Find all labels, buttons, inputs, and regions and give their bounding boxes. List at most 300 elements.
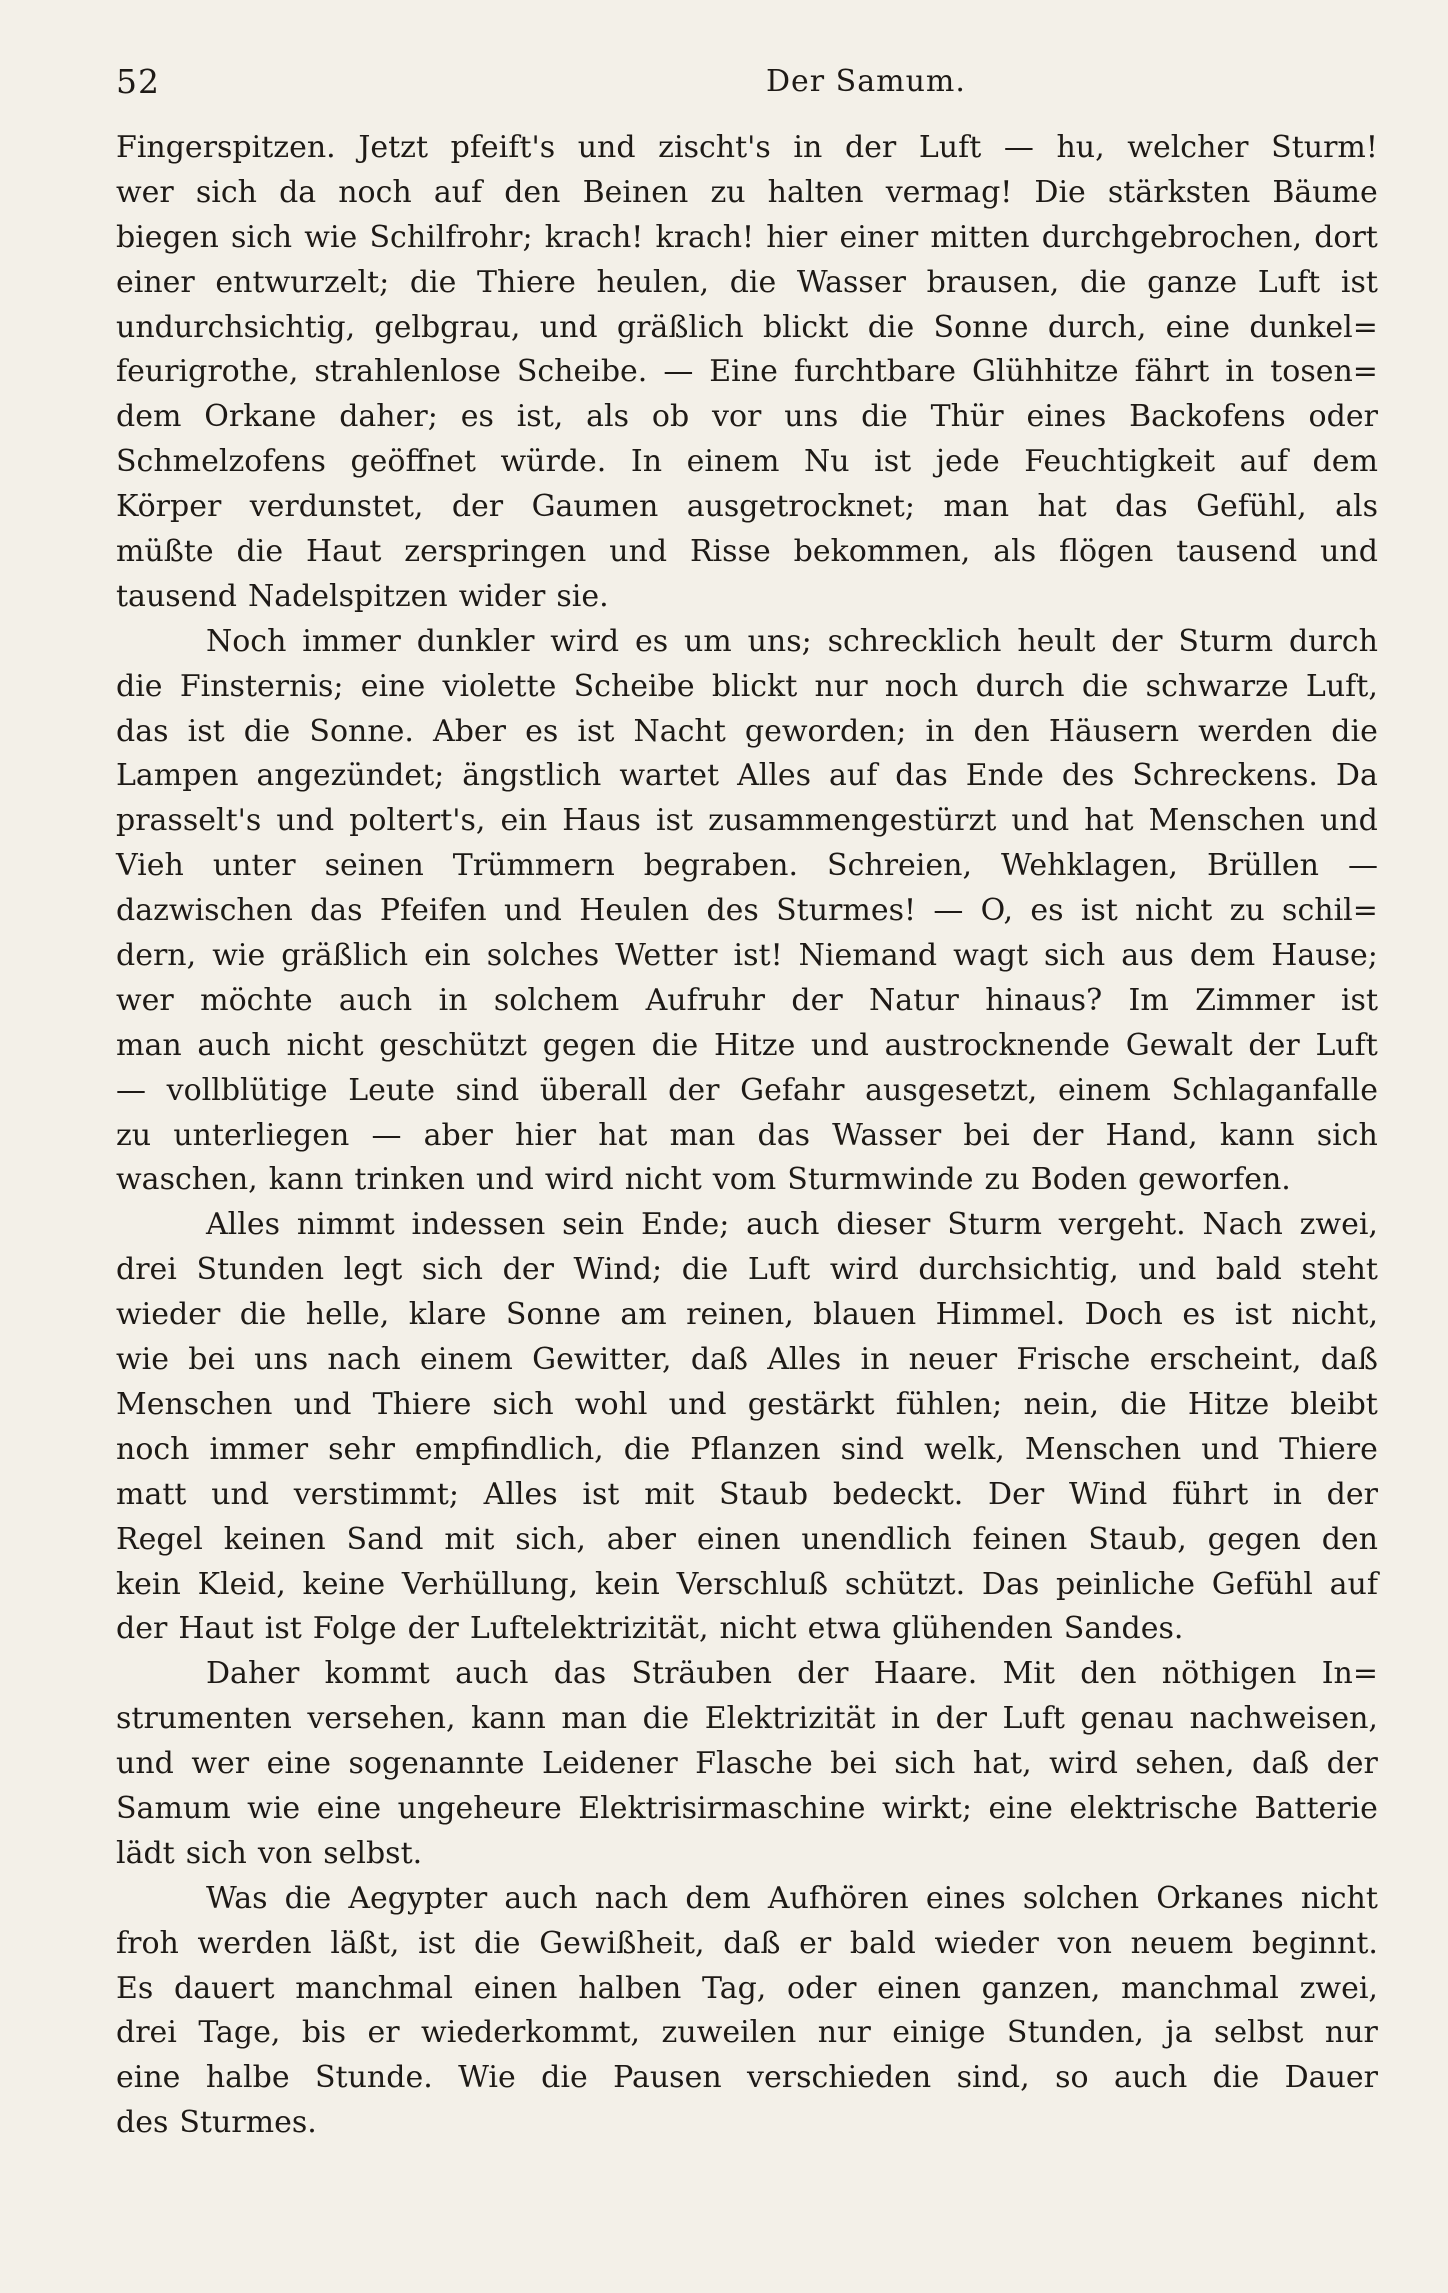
word: des [1061,758,1115,794]
word: es [525,713,559,749]
text-line [116,1832,1378,1877]
word: Hand, [1105,1117,1198,1153]
text-line [116,1383,1378,1428]
word: Nacht [633,713,726,749]
word: Menschen [116,1386,273,1422]
word: selbst [1214,2015,1304,2051]
word: Scheibe. [516,354,648,390]
word: sogenannte [348,1746,525,1782]
word: zu [710,174,746,210]
word: ist [1340,982,1378,1018]
word: nur [1324,2015,1378,2051]
text-line [116,620,1378,665]
word: vom [712,1162,777,1198]
word: Frische [1016,1342,1131,1378]
word: Wasser [832,1117,942,1153]
word: Himmel. [935,1297,1066,1333]
word: den [1321,1521,1378,1557]
word: Samum [116,1790,231,1826]
word: Die [1034,174,1086,210]
word: Sturmwinde [787,1162,974,1198]
word: auch [455,1656,529,1692]
word: werden [197,1925,312,1961]
word: Folge [312,1611,397,1647]
word: wie [212,938,266,974]
word: die [1331,713,1378,749]
word: ob [651,399,690,435]
word: der [797,1656,849,1692]
word: der [935,1701,987,1737]
word: neuer [908,1342,998,1378]
word: Noch [206,623,287,659]
word: dem [116,399,182,435]
word: Doch [1084,1297,1163,1333]
word: Gewißheit, [539,1925,705,1961]
word: auf [829,758,878,794]
word: Schlaganfalle [1171,1072,1378,1108]
word: gelbgrau, [374,309,521,345]
word: Sturm [947,1207,1042,1243]
word: wer [116,982,174,1018]
word: vor [712,399,762,435]
word: gegen [1207,1521,1301,1557]
word: und [116,1746,174,1782]
word: und [504,893,562,929]
paragraph [116,1652,1378,1876]
word: Feuchtigkeit [1024,444,1216,480]
word: Luft [918,130,982,165]
word: welk, [924,1431,1005,1467]
word: sich [1316,1117,1378,1153]
word: Regel [116,1521,203,1557]
word: Körper [116,489,222,525]
word: wartet [619,758,720,794]
word: — [663,354,694,390]
word: geschützt [379,1027,527,1063]
word: uns; [747,623,812,659]
word: Gewalt [1125,1027,1233,1063]
word: das [1115,489,1168,525]
word: Schmelzofens [116,444,326,480]
word: welcher [1127,130,1249,165]
word: Stunden [196,1252,325,1288]
word: bald [849,1925,916,1961]
word: ausgesetzt, [865,1072,1038,1108]
running-title: Der Samum. [766,64,966,99]
word: durch, [1047,309,1147,345]
word: Leidener [542,1746,678,1782]
word: sehr [328,1431,395,1467]
word: entwurzelt; [215,264,390,300]
word: einen [473,1970,558,2006]
word: matt [116,1476,187,1512]
word: zerspringen [404,534,587,570]
word: Finsternis; [179,668,344,704]
text-line [116,171,1378,216]
word: Vieh [116,848,184,884]
word: der [407,1611,459,1647]
word: dem [1312,444,1378,480]
word: daß [723,1925,781,1961]
word: wieder [116,1297,221,1333]
word: empfindlich, [414,1431,604,1467]
word: — [371,1117,402,1153]
word: nicht [286,1027,364,1063]
word: ist [1080,893,1118,929]
page-number: 52 [116,62,160,101]
word: Sträuben [631,1656,772,1692]
word: zu [116,1117,152,1153]
word: bald [1215,1252,1282,1288]
word: Verschluß [676,1566,829,1602]
word: fühlen; [895,1386,1003,1422]
word: und [476,1162,534,1198]
word: eine [266,1746,332,1782]
word: von [257,1835,313,1871]
word: Im [1128,982,1169,1018]
word: dunkler [416,623,535,659]
word: Tag, [702,1970,767,2006]
text-line [116,889,1378,934]
word: steht [1301,1252,1378,1288]
word: vollblütige [166,1072,328,1108]
word: die [284,1880,332,1916]
word: Orkane [204,399,317,435]
word: vergeht. [1058,1207,1186,1243]
word: und [811,1027,869,1063]
word: nein, [1023,1386,1099,1422]
word: drei [116,1252,177,1288]
word: Nadelspitzen [247,578,448,614]
word: müßte [116,534,214,570]
text-line [116,1967,1378,2012]
word: das [895,758,948,794]
word: nachweisen, [1189,1701,1378,1737]
word: auch [197,1027,271,1063]
paragraph [116,1203,1378,1652]
word: einem [1057,1072,1151,1108]
word: Pfeifen [379,893,487,929]
word: geöffnet [350,444,476,480]
word: gräßlich [616,309,744,345]
word: wird [829,1252,899,1288]
word: daher; [339,399,438,435]
word: Scheibe [573,668,695,704]
word: gestärkt [747,1386,875,1422]
word: schwarze [1145,668,1289,704]
word: Luftelektrizität, [469,1611,709,1647]
word: die [1081,668,1129,704]
word: poltert's, [349,803,486,839]
word: aus [1121,938,1174,974]
word: Fingerspitzen. [116,130,336,165]
word: Natur [869,982,959,1018]
word: Sand [346,1521,424,1557]
word: nicht [719,1611,797,1647]
body-text [116,126,1378,2146]
word: und [293,1386,352,1422]
word: Alles [767,1342,842,1378]
word: nach [327,1342,401,1378]
word: zusammengestürzt [708,803,997,839]
word: sehen, [1135,1746,1235,1782]
word: Hitze [713,1027,796,1063]
word: sich [195,174,257,210]
word: Haut [305,534,382,570]
word: Hause; [1271,938,1378,974]
word: Wehklagen, [1001,848,1178,884]
text-line [116,2101,1378,2146]
word: auch [504,1880,578,1916]
word: — [1003,130,1034,165]
word: kein [594,1566,660,1602]
word: sind [840,1431,905,1467]
word: wiederkommt, [421,2015,641,2051]
word: Staub, [1088,1521,1187,1557]
word: Stunde. [314,2060,433,2096]
word: die [1120,1386,1167,1422]
text-line [116,1338,1378,1383]
word: strahlenlose [314,354,501,390]
paragraph [116,620,1378,1204]
text-line [116,1203,1378,1248]
word: und [1320,534,1378,570]
word: Häusern [1048,713,1180,749]
word: Boden [1030,1162,1128,1198]
word: man [943,489,1010,525]
word: krach! [544,219,644,255]
text-line [116,261,1378,306]
word: Da [1335,758,1378,794]
word: O, [980,893,1014,929]
word: Aufhören [767,1880,909,1916]
word: wie [116,1342,170,1378]
word: Alles [483,1476,558,1512]
word: zu [1229,893,1265,929]
word: und [609,534,668,570]
word: stärksten [1107,174,1251,210]
text-line [116,799,1378,844]
word: Leute [348,1072,436,1108]
word: am [620,1297,667,1333]
word: Aber [433,713,506,749]
word: Mit [1002,1656,1055,1692]
text-line [116,1473,1378,1518]
word: es [460,399,494,435]
word: wagt [953,938,1028,974]
word: oder [787,1970,857,2006]
word: Thiere [477,264,576,300]
word: glühenden [892,1611,1053,1647]
word: Gefühl [1211,1566,1313,1602]
word: sich [185,1835,247,1871]
word: die [651,1027,699,1063]
word: hier [766,219,828,255]
word: hat, [972,1746,1032,1782]
word: sich [421,1252,483,1288]
word: Dauer [1284,2060,1378,2096]
word: der [1326,1746,1378,1782]
word: genau [1080,1701,1175,1737]
word: Backofens [1129,399,1286,435]
word: da [279,174,317,210]
word: man [669,1117,736,1153]
word: nimmt [296,1207,395,1243]
word: blickt [711,668,798,704]
word: einen [877,1970,961,2006]
word: auf [1329,1566,1378,1602]
word: ist, [516,399,564,435]
word: wieder [934,1925,1039,1961]
word: Der [988,1476,1045,1512]
word: ist [874,444,912,480]
word: beginnt. [1251,1925,1378,1961]
word: die [867,309,915,345]
word: ist! [733,938,783,974]
word: Luft [1002,1701,1065,1737]
word: hinaus? [985,982,1103,1018]
text-line [116,1697,1378,1742]
word: legt [343,1252,403,1288]
word: Sonne [933,309,1029,345]
word: pfeift's [450,130,556,165]
text-line [116,440,1378,485]
text-line [116,1563,1378,1608]
word: aber [423,1117,493,1153]
word: uns [784,399,839,435]
word: drei [116,2015,177,2051]
word: die [116,668,163,704]
word: möchte [200,982,313,1018]
word: ganze [1147,264,1238,300]
word: noch [884,668,959,704]
word: die [409,264,457,300]
word: Ende; [641,1207,730,1243]
word: bis [301,2015,347,2051]
word: eines [925,1880,1006,1916]
word: — [1348,848,1378,884]
word: gegen [542,1027,636,1063]
word: Beinen [582,174,689,210]
word: uns [254,1342,309,1378]
word: Schreckens. [1132,758,1318,794]
word: mit [644,1476,695,1512]
word: dort [1314,219,1378,255]
word: Risse [689,534,771,570]
word: blickt [762,309,849,345]
page-header [116,62,1376,106]
word: Haut [178,1611,254,1647]
word: nicht [1300,1880,1378,1916]
word: zuweilen [661,2015,797,2051]
word: es [1182,1297,1216,1333]
word: wohl [574,1386,648,1422]
word: von [1057,1925,1112,1961]
word: als [1335,489,1378,525]
word: Schilfrohr; [369,219,533,255]
word: die [861,399,908,435]
word: ist [582,1476,620,1512]
word: überall [539,1072,648,1108]
word: erscheint, [1149,1342,1302,1378]
word: heulen, [596,264,710,300]
word: bekommen, [793,534,971,570]
word: der [116,1611,168,1647]
word: die [239,1297,287,1333]
text-line [116,306,1378,351]
word: die [236,534,284,570]
word: daß [1251,1746,1310,1782]
word: sich [1044,938,1106,974]
word: unterliegen [173,1117,350,1153]
word: sind [455,1072,520,1108]
word: Daher [206,1656,300,1692]
word: zu [984,1162,1020,1198]
word: — [933,893,964,929]
word: Elektrisirmaschine [578,1790,866,1826]
word: Haus [562,803,641,839]
word: verstimmt; [293,1476,459,1512]
text-line [116,575,1378,620]
word: bedeckt. [832,1476,964,1512]
word: auch [338,982,413,1018]
word: trinken [354,1162,465,1198]
word: der [844,130,897,165]
word: oder [1308,399,1378,435]
word: der [1248,1027,1300,1063]
word: Gewitter, [532,1342,672,1378]
word: geworden; [744,713,907,749]
word: der [502,1252,554,1288]
word: unendlich [801,1521,952,1557]
paragraph [116,1877,1378,2146]
word: eine [116,2060,181,2096]
word: Bäume [1272,174,1378,210]
word: Flasche [695,1746,813,1782]
word: in [860,1342,890,1378]
word: so [1055,2060,1089,2096]
text-line [116,1787,1378,1832]
paragraph [116,126,1378,620]
text-line [116,1158,1378,1203]
word: prasselt's [116,803,262,839]
word: keine [302,1566,386,1602]
text-line [116,530,1378,575]
word: sich [492,1386,554,1422]
word: und [1138,1252,1197,1288]
word: Alles [737,758,812,794]
word: und [539,309,598,345]
word: Sturmes! [776,893,917,929]
word: das [757,1117,810,1153]
word: dauert [174,1970,275,2006]
word: kann [268,1162,344,1198]
word: halten [767,174,864,210]
word: in [438,982,468,1018]
word: wird [1049,1746,1118,1782]
word: Gaumen [531,489,659,525]
word: der [1032,1117,1084,1153]
word: aber [606,1521,676,1557]
word: hat [1084,803,1134,839]
word: helle, [305,1297,390,1333]
word: Pflanzen [690,1431,821,1467]
word: Sturm! [1271,130,1378,165]
word: um [683,623,732,659]
word: auf [1239,444,1288,480]
word: Trümmern [452,848,615,884]
word: es [1030,893,1064,929]
